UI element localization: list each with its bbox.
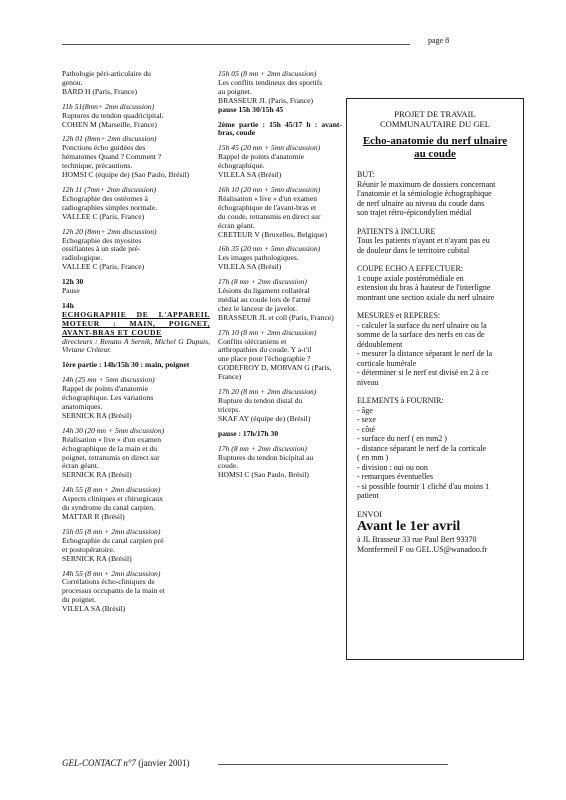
program-entry: [218, 70, 342, 115]
talk-title-line: genou.: [62, 77, 83, 87]
session-time: 15h 05 (8 mn + 2mn discussion): [218, 69, 317, 78]
session-time: 17h (8 mn + 2mn discussion): [218, 443, 307, 453]
program-entry: [218, 144, 342, 180]
project-box-sections: [357, 170, 513, 501]
project-section-line: - si possible fournir 1 cliché d'au moins 1: [357, 481, 490, 491]
talk-author: HOMSI C (Sao Paulo, Brésil): [218, 470, 309, 480]
session-time: 16h 35 (20 mn + 5mn discussion): [218, 244, 321, 254]
project-section-line: - âge: [357, 405, 373, 415]
talk-title-line: au poignet.: [218, 86, 252, 96]
project-box-subject: Echo-anatomie du nerf ulnaire au coude: [362, 135, 508, 160]
project-section-line: - distance séparant le nerf de la corticale: [357, 443, 487, 453]
program-entry: [62, 186, 210, 222]
talk-title-line: échographique de l'avant-bras et: [218, 202, 317, 212]
project-section-line: dédoublement: [357, 339, 403, 349]
program-entry: [218, 186, 342, 239]
talk-title-line: coude.: [218, 461, 239, 471]
talk-title-line: radiologique.: [62, 253, 103, 263]
program-entry: [218, 445, 342, 481]
session-time: 17h (8 mn + 2mn discussion): [218, 277, 307, 287]
talk-title-line: Ruptures du tendon quadricipital.: [62, 110, 164, 120]
talk-author: HOMSI C (équipe de) (Sao Paulo, Brésil): [62, 170, 190, 180]
talk-author: SERNICK RA (Brésil): [62, 553, 132, 563]
talk-title-line: ossifiantes à un stade pré-: [62, 244, 141, 254]
talk-title-line: technique, précautions.: [62, 161, 133, 171]
project-section-heading: PATIENTS à INCLURE: [357, 226, 436, 236]
program-entry: [62, 278, 210, 296]
envoi-address-line: Montfermeil F ou GEL.US@wanadoo.fr: [357, 544, 488, 554]
project-section-heading: MESURES et REPERES:: [357, 311, 441, 320]
program-entry: [62, 302, 210, 355]
talk-title-line: Rappel de points d'anatomie: [62, 384, 148, 394]
talk-title-line: Lésions du ligament collatéral: [218, 286, 310, 296]
talk-author: MATTAR R (Brésil): [62, 511, 125, 521]
session-time: 17h 10 (8 mn + 2mn discussion): [218, 327, 317, 337]
session-time: 16h 10 (20 mn + 5mn discussion): [218, 184, 321, 194]
talk-title-line: chez le lanceur de javelot.: [218, 303, 298, 313]
talk-title-line: Pathologie péri-articulaire du: [62, 69, 151, 78]
talk-author: VALLEE C (Paris, France): [62, 211, 145, 221]
talk-title-line: anatomiques.: [62, 402, 103, 411]
project-section-line: 1 coupe axiale postéromédiale en: [357, 273, 464, 283]
talk-title-line: Pause: [62, 286, 80, 296]
talk-title-line: Echographie des ostéomes à: [62, 193, 148, 203]
pause-label: pause 15h 30/15h 45: [218, 104, 284, 114]
talk-title-line: poignet, retransmis en direct sur: [62, 452, 160, 462]
section-directors: directeurs : Renato A Sernik, Michel G Dupuis, Viviane Créteur.: [62, 336, 210, 355]
program-entry: [62, 570, 210, 615]
talk-title-line: processus occupants de la main et: [62, 586, 165, 596]
talk-author: SKAF AY (équipe de) (Brésil): [218, 413, 311, 423]
session-time: 12h 20 (8mn+ 2mn discussion): [62, 226, 157, 236]
talk-title-line: hématomes Quand ? Comment ?: [62, 152, 162, 162]
talk-author: VILELA SA (Brésil): [218, 170, 282, 180]
project-section: [357, 396, 513, 501]
talk-title-line: Echographie du canal carpien pré: [62, 535, 164, 545]
talk-title-line: échographique.: [218, 161, 265, 171]
talk-title-line: Echographie des myosites: [62, 235, 142, 245]
project-section-line: - division : oui ou non: [357, 462, 428, 472]
program-entry: [62, 376, 210, 421]
project-section-line: ( en mm ): [357, 453, 389, 462]
program-entry: [62, 103, 210, 130]
project-section-line: extension du bras à hauteur de l'interligne: [357, 283, 491, 292]
session-part-title: 2ème partie : 15h 45/17 h : avant-bras, coude: [218, 119, 342, 138]
project-section-line: son trajet rétro-épicondylien médial: [357, 208, 472, 217]
talk-author: CRETEUR V (Bruxelles, Belgique): [218, 229, 327, 239]
talk-title-line: Les images pathologiques.: [218, 253, 299, 263]
program-entry: [62, 486, 210, 522]
project-section-heading: ELEMENTS à FOURNIR:: [357, 396, 444, 405]
envoi-heading: ENVOI: [357, 509, 382, 519]
project-box-title: PROJET DE TRAVAIL COMMUNAUTAIRE DU GEL: [379, 109, 491, 129]
session-time: 12h 11 (7mn+ 2mn discussion): [62, 184, 156, 194]
top-rule: [62, 44, 410, 45]
envoi-deadline: Avant le 1er avril: [357, 519, 461, 534]
program-entry: [62, 361, 210, 370]
program-entry: [218, 245, 342, 272]
talk-title-line: une place pour l'échographie ?: [218, 354, 311, 364]
talk-title-line: Ponctions écho guidées des: [62, 143, 146, 153]
session-time: 12h 01 (8mn+ 2mn discussion): [62, 134, 157, 144]
talk-title-line: Conflits olécraniens et: [218, 336, 287, 346]
project-section-line: - remarques éventuelles: [357, 472, 433, 481]
talk-author: BRASSEUR JL et coll (Paris, France): [218, 312, 334, 322]
project-section-line: montrant une section axiale du nerf ulnaire: [357, 292, 495, 302]
program-entry: [218, 430, 342, 439]
project-section-line: - sexe: [357, 415, 376, 424]
talk-title-line: du poignet.: [62, 595, 97, 605]
talk-title-line: Rupture du tendon distal du: [218, 396, 303, 405]
talk-title-line: du coude, retransmis en direct sur: [218, 211, 321, 221]
program-entry: [62, 427, 210, 480]
talk-author: BRASSEUR JL (Paris, France): [218, 95, 314, 105]
envoi-section: [357, 510, 513, 555]
program-column-left: [62, 70, 210, 620]
footer-publication: GEL-CONTACT n°7 (janvier 2001): [62, 758, 190, 768]
talk-title-line: échographique. Les variations: [62, 393, 154, 403]
project-section-line: Tous les patients n'ayant et n'ayant pas eu: [357, 236, 490, 245]
project-section-line: niveau: [357, 377, 379, 387]
talk-author: VALLEE C (Paris, France): [62, 262, 145, 272]
talk-title-line: Réalisation « live » d'un examen: [62, 434, 162, 444]
section-title: ECHOGRAPHIE DE L'APPAREIL MOTEUR : MAIN, POIGNET, AVANT-BRAS ET COUDE: [62, 309, 210, 337]
envoi-address-line: à JL Brasseur 33 rue Paul Bert 93370: [357, 535, 477, 544]
talk-title-line: écran géant.: [62, 461, 99, 471]
talk-title-line: Corrélations écho-cliniques de: [62, 577, 155, 587]
talk-author: SERNICK RA (Brésil): [62, 470, 132, 480]
session-time: 17h 20 (8 mn + 2mn discussion): [218, 387, 317, 397]
project-box: [346, 98, 524, 660]
talk-title-line: Ruptures du tendon bicipital au: [218, 452, 314, 462]
talk-author: SERNICK RA (Brésil): [62, 410, 132, 420]
footer-rule: [218, 764, 448, 765]
talk-author: VILELA SA (Brésil): [62, 604, 126, 614]
project-section-line: somme de la surface des nerfs en cas de: [357, 330, 485, 339]
talk-author: BARD H (Paris, France): [62, 86, 138, 96]
session-time: 14h 30 (20 mn + 5mn discussion): [62, 425, 165, 435]
project-section: [357, 311, 513, 387]
talk-title-line: médial au coude lors de l'armé: [218, 294, 311, 304]
talk-title-line: Réalisation « live » d'un examen: [218, 193, 318, 203]
session-time: 14h 55 (8 mn + 2mn discussion): [62, 568, 161, 578]
project-section-heading: COUPE ECHO A EFFECTUER:: [357, 264, 464, 273]
project-section-line: - déterminer si le nerf est divisé en 2 à ce: [357, 368, 489, 377]
project-section-line: - mesurer la distance séparant le nerf de la: [357, 349, 493, 358]
session-part-title: 1ère partie : 14h/15h 30 : main, poignet: [62, 360, 190, 370]
talk-title-line: du syndrome du canal carpien.: [62, 503, 155, 513]
session-time: 14h 55 (8 mn + 2mn discussion): [62, 485, 161, 495]
project-section: [357, 227, 513, 256]
talk-author: COHEN M (Marseille, France): [62, 119, 157, 129]
project-section-line: Réunir le maximum de dossiers concernant: [357, 179, 496, 189]
program-entry: [62, 70, 210, 97]
program-entry: [62, 135, 210, 180]
program-entry: [62, 528, 210, 564]
project-section-line: - surface du nerf ( en mm2 ): [357, 434, 447, 443]
project-section-heading: BUT:: [357, 170, 375, 179]
talk-title-line: et postopératoire.: [62, 544, 115, 554]
talk-title-line: échographique de la main et du: [62, 443, 158, 453]
talk-title-line: écran géant.: [218, 220, 255, 230]
talk-title-line: Les conflits tendineux des sportifs: [218, 77, 323, 87]
session-time: 11h 51(8mn+ 2mn discussion): [62, 101, 155, 111]
talk-title-line: Aspects cliniques et chirurgicaux: [62, 494, 163, 504]
program-column-middle: [218, 70, 342, 486]
talk-title-line: arthropathies du coude. Y a-t'il: [218, 345, 312, 355]
project-section-line: l'anatomie et la sémiologie échographique: [357, 189, 492, 198]
talk-title-line: Rappel de points d'anatomie: [218, 152, 304, 162]
session-start-time: 14h: [62, 300, 74, 310]
program-entry: [218, 278, 342, 323]
project-section-line: patient: [357, 491, 379, 500]
session-time: 15h 45 (20 mn + 5mn discussion): [218, 143, 321, 153]
talk-title-line: radiographies simples normale.: [62, 202, 158, 212]
session-time: 15h 05 (8 mn + 2mn discussion): [62, 526, 161, 536]
project-section-line: de nerf ulnaire au niveau du coude dans: [357, 198, 485, 208]
program-entry: [62, 228, 210, 273]
talk-title-line: triceps.: [218, 404, 241, 414]
pause-label: 12h 30: [62, 277, 84, 287]
project-section-line: - calculer la surface du nerf ulnaire ou la: [357, 320, 487, 330]
project-section-line: de douleur dans le territoire cubital: [357, 245, 470, 255]
project-section: [357, 264, 513, 302]
session-time: 14h (25 mn + 5mn discussion): [62, 375, 155, 385]
project-section: [357, 170, 513, 218]
program-entry: [218, 329, 342, 382]
talk-author: GODEFROY D, MORVAN G (Paris, France): [218, 363, 332, 382]
project-section-line: - côté: [357, 424, 375, 434]
program-entry: [218, 388, 342, 424]
program-entry: [218, 121, 342, 139]
project-section-line: corticale humérale: [357, 358, 417, 368]
page-number: page 8: [428, 36, 450, 45]
talk-author: VILELA SA (Brésil): [218, 262, 282, 272]
pause-label: pause : 17h/17h 30: [218, 428, 279, 438]
